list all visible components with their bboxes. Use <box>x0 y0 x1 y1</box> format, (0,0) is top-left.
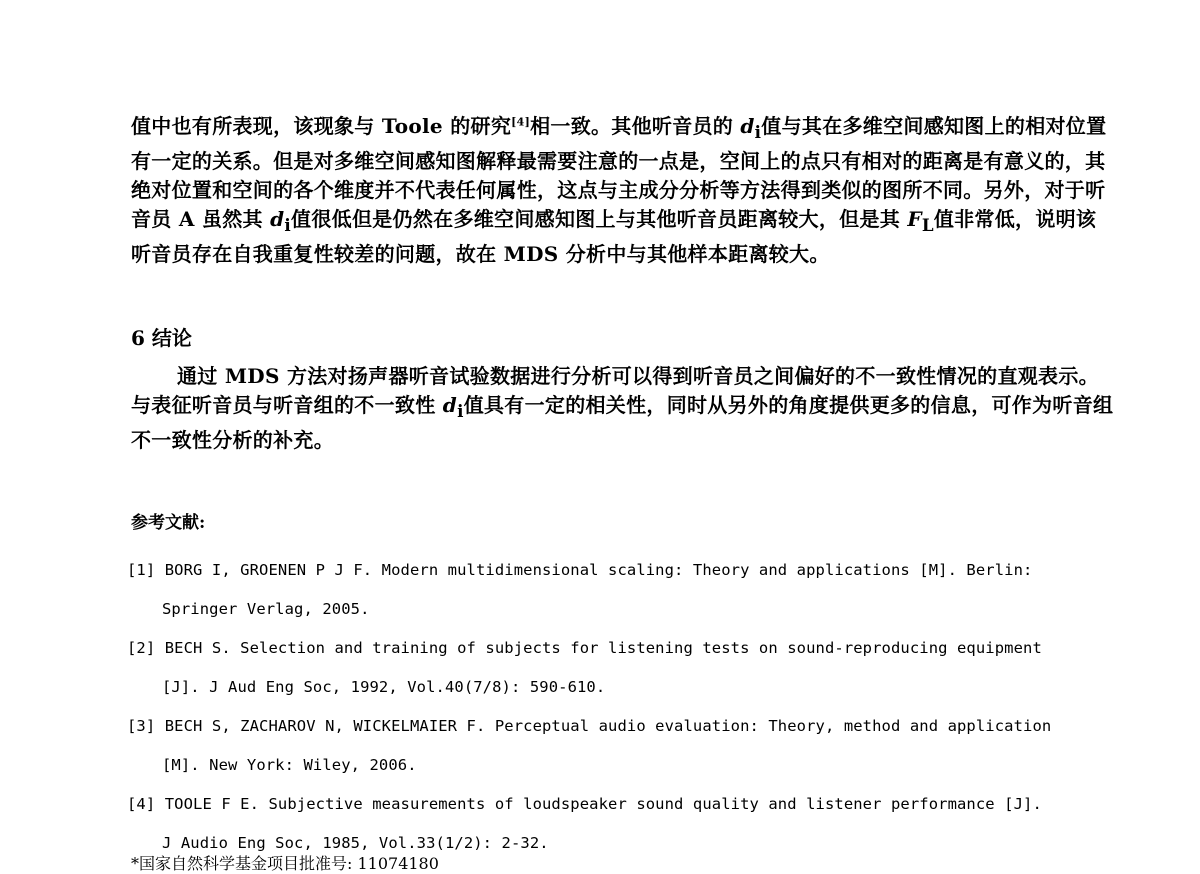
variable-d: d <box>740 114 755 138</box>
paragraph-text: 相一致。其他听音员的 <box>530 114 741 138</box>
variable-subscript: i <box>284 215 292 235</box>
reference-line: [J]. J Aud Eng Soc, 1992, Vol.40(7/8): 590-610. <box>162 678 606 696</box>
paragraph-text: 值与其在多维空间感知图上的相对位置有一定的关系。但是对多维空间感知图解释最需要注意的一点是，空间上的点只有相对的距离是有意义的，其绝对位置和空间的各个维度并不代表任何属性，这点与主成分分析等方法得到类似的图所不同。另外，对于听音员 A 虽然其 <box>131 114 1107 231</box>
variable-subscript: i <box>457 401 464 421</box>
reference-line: J Audio Eng Soc, 1985, Vol.33(1/2): 2-32. <box>162 834 549 852</box>
body-paragraph-1 <box>131 112 1116 269</box>
variable-subscript: L <box>921 215 934 235</box>
reference-item <box>127 707 1112 785</box>
variable-d: d <box>442 393 458 417</box>
reference-item <box>127 551 1112 629</box>
reference-line: [3] BECH S, ZACHAROV N, WICKELMAIER F. Perceptual audio evaluation: Theory, method and application <box>127 717 1052 735</box>
section-heading-conclusion: 6 结论 <box>131 326 192 350</box>
references-heading: 参考文献: <box>131 513 206 533</box>
reference-item <box>127 629 1112 707</box>
footnote-strip <box>0 854 1200 873</box>
reference-line: [4] TOOLE F E. Subjective measurements of loudspeaker sound quality and listener performance [J]. <box>127 795 1042 813</box>
citation-marker: [4] <box>511 115 531 129</box>
paragraph-text: 值具有一定的相关性，同时从另外的角度提供更多的信息，可作为听音组不一致性分析的补充。 <box>131 393 1114 452</box>
paragraph-text: 值中也有所表现，该现象与 Toole 的研究 <box>131 114 512 138</box>
reference-line: [2] BECH S. Selection and training of subjects for listening tests on sound-reproducing equipment <box>127 639 1042 657</box>
reference-item <box>127 785 1112 863</box>
footnote-text: *国家自然科学基金项目批准号: 11074180 <box>131 854 439 873</box>
reference-line: Springer Verlag, 2005. <box>162 600 370 618</box>
body-paragraph-2 <box>131 362 1116 455</box>
reference-list <box>127 551 1112 863</box>
paragraph-text: 通过 MDS 方法对扬声器听音试验数据进行分析可以得到听音员之间偏好的不一致性情况的直观表示。与表征听音员与听音组的不一致性 <box>131 364 1099 417</box>
reference-line: [1] BORG I, GROENEN P J F. Modern multidimensional scaling: Theory and applications [M]. Berlin: <box>127 561 1033 579</box>
reference-line: [M]. New York: Wiley, 2006. <box>162 756 417 774</box>
variable-f: F <box>907 207 922 231</box>
paragraph-text: 值很低但是仍然在多维空间感知图上与其他听音员距离较大，但是其 <box>291 207 908 231</box>
variable-subscript: i <box>754 122 762 142</box>
variable-d: d <box>270 207 285 231</box>
paragraph-text: 值非常低，说明该听音员存在自我重复性较差的问题，故在 MDS 分析中与其他样本距离较大。 <box>131 207 1097 266</box>
